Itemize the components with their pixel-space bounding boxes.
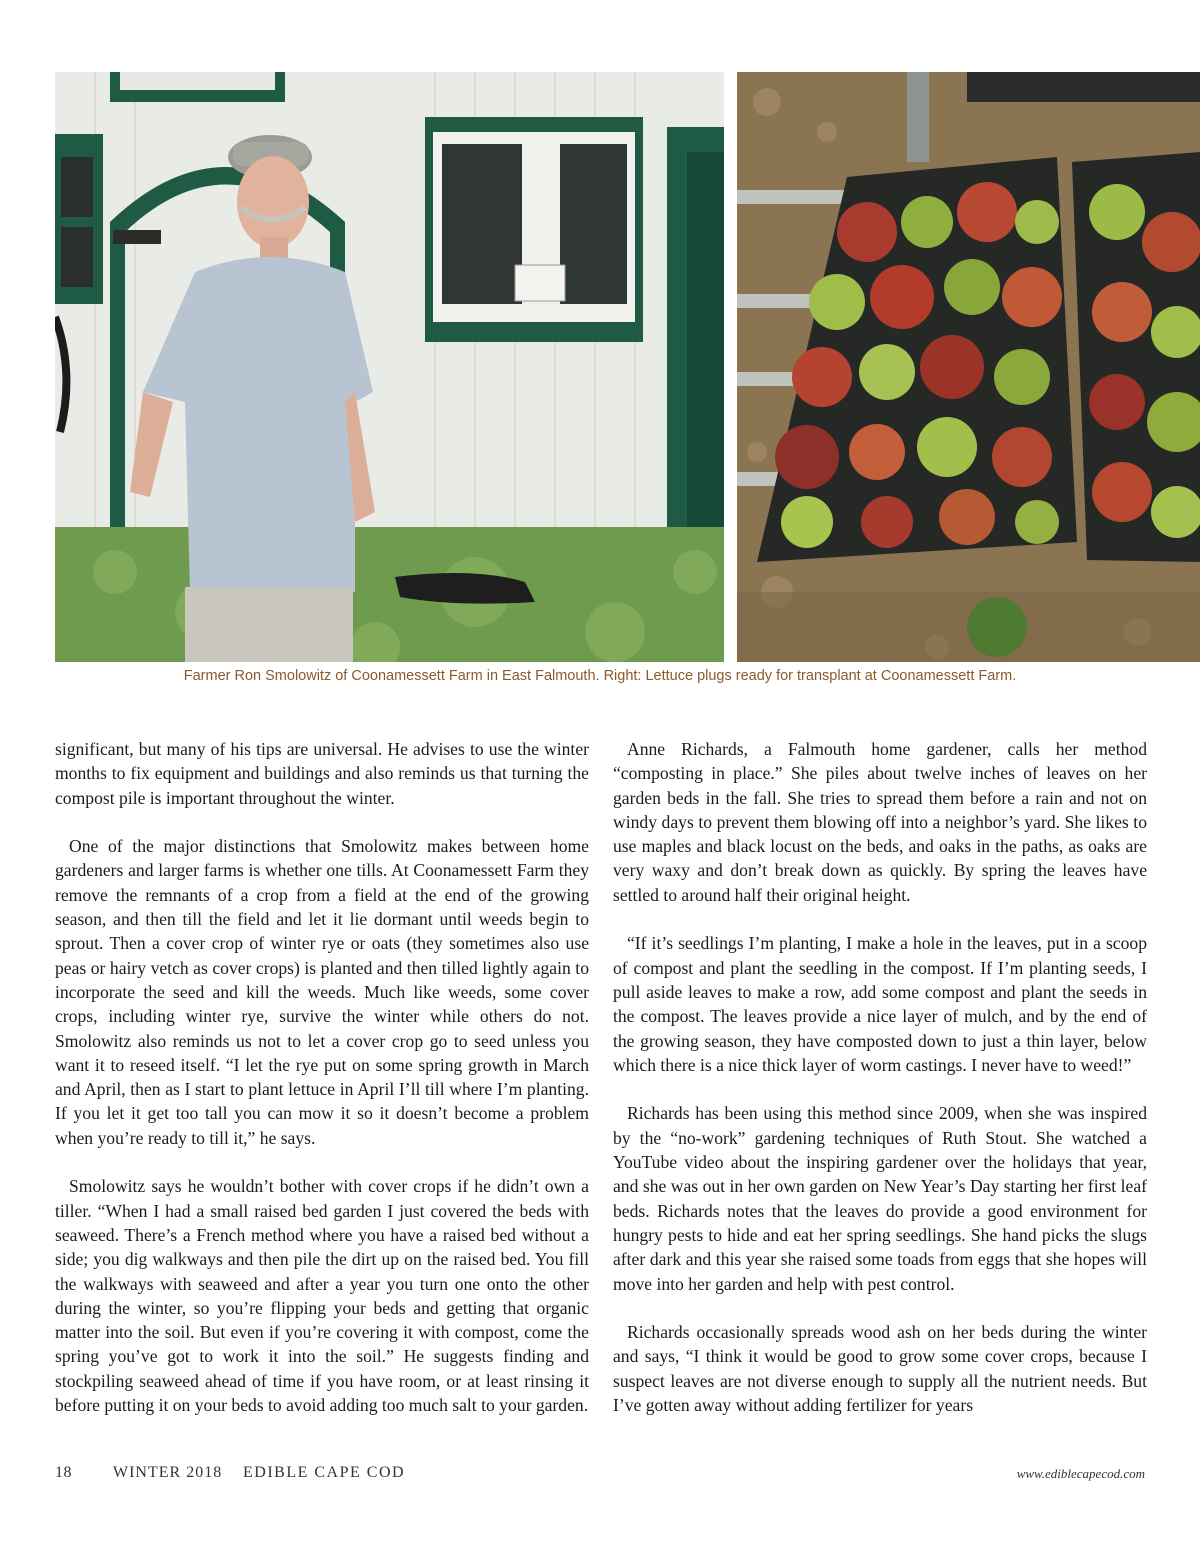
article-column-right xyxy=(613,737,1147,1442)
lettuce-photo xyxy=(737,72,1200,662)
farmer-photo-illustration xyxy=(55,72,724,662)
paragraph: One of the major distinctions that Smolowitz makes between home gardeners and larger farms is whether one tills. At Coonamessett Farm they remove the remnants of a crop from a field at the end of the growing season, and then till the field and let it lie dormant until weeds begin to sprout. Then a cover crop of winter rye or oats (they sometimes also use peas or hairy vetch as cover crops) is planted and then tilled lightly again to incorporate the seed and kill the weeds. Much like weeds, some cover crops, including winter rye, survive the winter while others do not. Smolowitz also reminds us not to let a cover crop go to seed unless you want it to reseed itself. “I let the rye put on some spring growth in March and April, then as I start to plant lettuce in April I’ll till where I’m planting. If you let it get too tall you can mow it so it doesn’t become a problem when you’re ready to till it,” he says. xyxy=(55,836,589,1148)
paragraph: significant, but many of his tips are universal. He advises to use the winter months to fix equipment and buildings and also reminds us that turning the compost pile is important throughout the winter. xyxy=(55,739,589,808)
issue-label: WINTER 2018 xyxy=(113,1464,223,1481)
website-link[interactable]: www.ediblecapecod.com xyxy=(1016,1466,1145,1481)
lettuce-photo-illustration xyxy=(737,72,1200,662)
page-number: 18 xyxy=(55,1464,72,1481)
paragraph: “If it’s seedlings I’m planting, I make a hole in the leaves, put in a scoop of compost and plant the seedling in the compost. If I’m planting seeds, I pull aside leaves to make a row, add some compost and plant the seeds in the compost. The leaves provide a nice layer of mulch, and by the end of the growing season, they have composted down to just a thin layer, below which there is a nice thick layer of worm castings. I never have to weed!” xyxy=(613,933,1147,1075)
magazine-name: EDIBLE CAPE COD xyxy=(243,1464,406,1481)
article-column-left xyxy=(55,737,589,1442)
photo-caption: Farmer Ron Smolowitz of Coonamessett Farm in East Falmouth. Right: Lettuce plugs ready for transplant at Coonamessett Farm. xyxy=(183,668,1017,684)
page-footer xyxy=(55,1464,1145,1486)
paragraph: Anne Richards, a Falmouth home gardener, calls her method “composting in place.” She piles about twelve inches of leaves on her garden beds in the fall. She tries to spread them before a rain and not on windy days to prevent them blowing off into a neighbor’s yard. She likes to use maples and black locust on the beds, and oaks in the paths, as oaks are very waxy and don’t break down as quickly. By spring the leaves have settled to around half their original height. xyxy=(613,739,1147,905)
paragraph: Richards has been using this method since 2009, when she was inspired by the “no-work” gardening techniques of Ruth Stout. She watched a YouTube video about the inspiring gardener over the holidays that year, and she was out in her own garden on New Year’s Day starting her first leaf beds. Richards notes that the leaves do provide a good environment for hungry pests to hide and eat her spring seedlings. She hand picks the slugs after dark and this year she raised some toads from eggs that she hopes will move into her garden and help with pest control. xyxy=(613,1103,1147,1294)
paragraph: Smolowitz says he wouldn’t bother with cover crops if he didn’t own a tiller. “When I had a small raised bed garden I just covered the beds with seaweed. There’s a French method where you have a raised bed without a side; you dig walkways and then pile the dirt up on the raised bed. You fill the walkways with seaweed and after a year you turn one onto the other during the winter, so you’re flipping your beds and getting that organic matter into the soil. But even if you’re covering it with compost, come the spring you’ve got to work it into the soil.” He suggests finding and stockpiling seaweed ahead of time if you have room, or at least rinsing it before putting it on your beds to avoid adding too much salt to your garden. xyxy=(55,1176,589,1416)
farmer-photo xyxy=(55,72,724,662)
paragraph: Richards occasionally spreads wood ash on her beds during the winter and says, “I think it would be good to grow some cover crops, because I suspect leaves are not diverse enough to supply all the nutrient needs. But I’ve gotten away without adding fertilizer for years xyxy=(613,1322,1147,1416)
